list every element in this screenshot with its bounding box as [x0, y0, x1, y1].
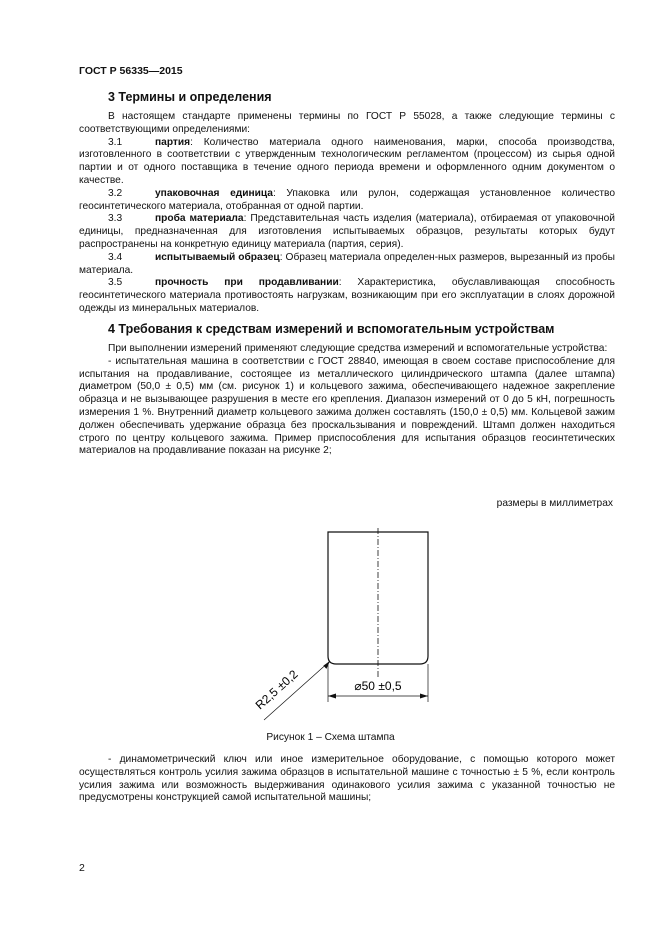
page-number: 2: [79, 862, 85, 874]
section-4-intro: При выполнении измерений применяют следующие средства измерений и вспомогательные устройства:: [108, 343, 608, 354]
term-number: 3.3: [108, 213, 123, 225]
term-definition: : Представительная часть изделия (материала), отбираемая от упаковочной единицы, предназначенная для изготовления испытываемых образцов, результаты которых будут распространены на конкретную единицу материала (партия, серия).: [79, 213, 615, 250]
term-item: [79, 277, 615, 315]
term-item: [79, 252, 615, 278]
term-name: упаковочная единица: [155, 187, 273, 199]
radius-arrow: [323, 661, 330, 669]
standard-header: ГОСТ Р 56335—2015: [79, 65, 183, 77]
section-4-title: 4 Требования к средствам измерений и вспомогательным устройствам: [108, 322, 555, 336]
list-item-testing-machine: - испытательная машина в соответствии с ГОСТ 28840, имеющая в своем составе приспособление для испытания на продавливание, состоящее из металлического цилиндрического штампа (далее штампа) диаметром (50,0 ± 0,5) мм (см. рисунок 1) и кольцевого зажима, обеспечивающего надежное закрепление образца и не вызывающее разрушения в месте его крепления. Диапазон измерений от 0 до 5 кН, погрешность измерения 1 %. Внутренний диаметр кольцевого зажима должен составлять (150,0 ± 0,5) мм. Кольцевой зажим должен обеспечивать удержание образца без проскальзывания и повреждений. Штамп должен находиться строго по центру кольцевого зажима. Пример приспособления для испытания образцов геосинтетических материалов на продавливание показан на рисунке 2;: [79, 355, 615, 457]
term-item: [79, 188, 615, 214]
term-item: [79, 213, 615, 251]
stamp-diagram: [230, 520, 450, 725]
term-definition: : Количество материала одного наименования, марки, способа производства, изготовленного в соответствии с утвержденным технологическим регламентом (процессом) из сырья одной партии и от одного поставщика в течение одного периода времени и оформленного одним документом о качестве.: [79, 136, 615, 186]
term-name: партия: [155, 136, 191, 148]
section-4-continued: [79, 754, 615, 805]
term-definition: : Упаковка или рулон, содержащая установленное количество геосинтетического материала, отобранная от одной партии.: [79, 187, 615, 212]
term-list: [79, 137, 615, 316]
figure-caption: Рисунок 1 – Схема штампа: [266, 732, 395, 743]
dimension-arrow-right: [420, 694, 428, 699]
term-name: испытываемый образец: [155, 251, 280, 263]
term-number: 3.1: [108, 136, 123, 148]
term-number: 3.4: [108, 251, 123, 263]
term-item: [79, 137, 615, 188]
section-3-intro: В настоящем стандарте применены термины по ГОСТ Р 55028, а также следующие термины с соответствующими определениями:: [79, 111, 615, 135]
term-name: проба материала: [155, 213, 244, 225]
radius-label: R2,5 ±0,2: [252, 667, 301, 713]
list-item-torque-wrench: - динамометрический ключ или иное измерительное оборудование, с помощью которого может осуществляться контроль усилия зажима образцов в испытательной машине с точностью ± 5 %, если контроль усилия зажима или возможность выдерживания одинакового усилия зажима с указанной точностью не предусмотрены конструкцией самой испытательной машины;: [79, 754, 615, 804]
diameter-label: ⌀50 ±0,5: [354, 679, 402, 693]
term-number: 3.5: [108, 277, 123, 289]
term-name: прочность при продавливании: [155, 277, 339, 289]
section-3-title: 3 Термины и определения: [108, 90, 272, 104]
section-3-body: [79, 111, 615, 316]
section-4-body: [79, 343, 615, 458]
units-note: размеры в миллиметрах: [496, 498, 613, 509]
term-definition: : Образец материала определен-ных размеров, вырезанный из пробы материала.: [79, 251, 615, 276]
term-number: 3.2: [108, 187, 123, 199]
term-definition: : Характеристика, обуславливающая способность геосинтетического материала противостоять нагрузкам, возникающим при его эксплуатации в слоях дорожной одежды из минеральных материалов.: [79, 277, 615, 314]
dimension-arrow-left: [328, 694, 336, 699]
